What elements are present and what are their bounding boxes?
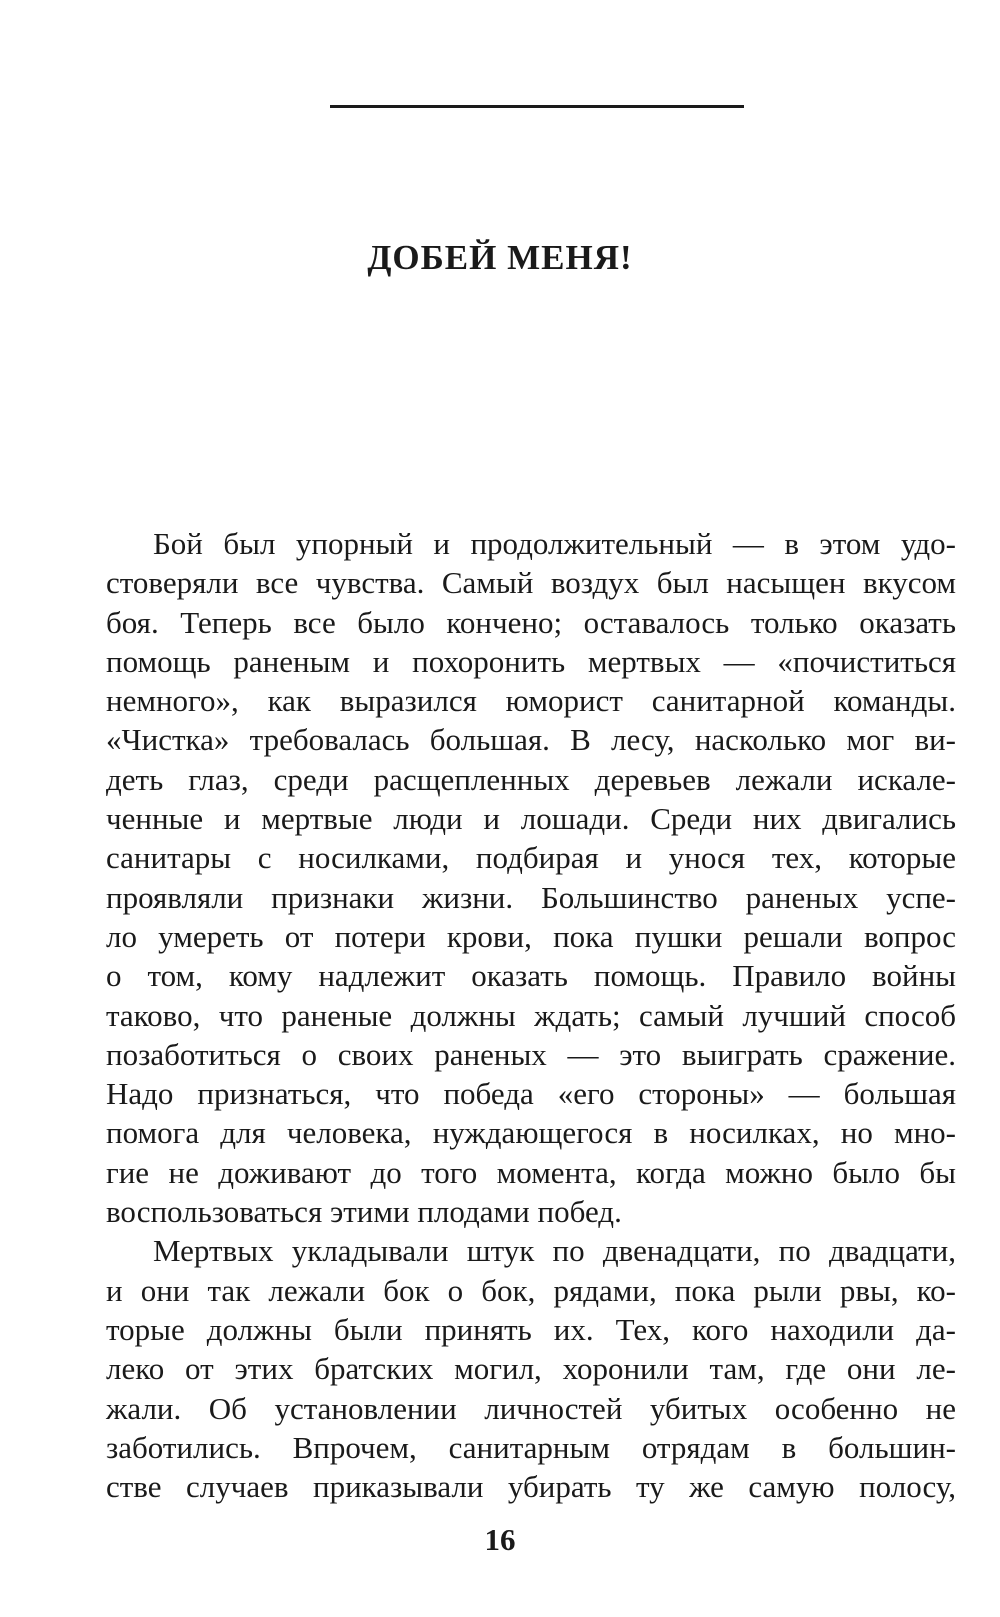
header-rule <box>330 105 744 108</box>
text-line: жали. Об установлении личностей убитых особенно не <box>106 1390 956 1426</box>
text-line: леко от этих братских могил, хоронили там, где они ле- <box>106 1351 956 1387</box>
text-line: позаботиться о своих раненых — это выиграть сражение. <box>106 1036 956 1072</box>
text-line: стоверяли все чувства. Самый воздух был насыщен вкусом <box>106 565 956 601</box>
text-line: «Чистка» требовалась большая. В лесу, насколько мог ви- <box>106 722 956 758</box>
text-line: стве случаев приказывали убирать ту же самую полосу, <box>106 1469 956 1505</box>
text-line: немного», как выразился юморист санитарной команды. <box>106 683 956 719</box>
text-line: заботились. Впрочем, санитарным отрядам в большин- <box>106 1429 956 1465</box>
text-line: санитары с носилками, подбирая и унося тех, которые <box>106 840 956 876</box>
text-line: гие не доживают до того момента, когда можно было бы <box>106 1154 956 1190</box>
text-line: боя. Теперь все было кончено; оставалось только оказать <box>106 604 956 640</box>
text-line: Надо признаться, что победа «его стороны» — большая <box>106 1076 956 1112</box>
text-line: помога для человека, нуждающегося в носилках, но мно- <box>106 1115 956 1151</box>
text-line: таково, что раненые должны ждать; самый лучший способ <box>106 997 956 1033</box>
page-number: 16 <box>484 1522 516 1557</box>
text-line: ло умереть от потери крови, пока пушки решали вопрос <box>106 918 956 954</box>
text-line: ченные и мертвые люди и лошади. Среди них двигались <box>106 801 956 837</box>
text-line: Мертвых укладывали штук по двенадцати, по двадцати, <box>153 1233 956 1269</box>
text-line: и они так лежали бок о бок, рядами, пока рыли рвы, ко- <box>106 1272 956 1308</box>
text-line: проявляли признаки жизни. Большинство раненых успе- <box>106 879 956 915</box>
chapter-title: ДОБЕЙ МЕНЯ! <box>367 238 633 277</box>
text-line: деть глаз, среди расщепленных деревьев лежали искале- <box>106 761 956 797</box>
text-line: Бой был упорный и продолжительный — в этом удо- <box>153 526 956 561</box>
text-line: торые должны были принять их. Тех, кого находили да- <box>106 1311 956 1347</box>
text-line: помощь раненым и похоронить мертвых — «почиститься <box>106 643 956 679</box>
text-line: воспользоваться этими плодами побед. <box>106 1194 622 1230</box>
text-line: о том, кому надлежит оказать помощь. Правило войны <box>106 958 956 994</box>
body-text <box>106 524 956 1506</box>
